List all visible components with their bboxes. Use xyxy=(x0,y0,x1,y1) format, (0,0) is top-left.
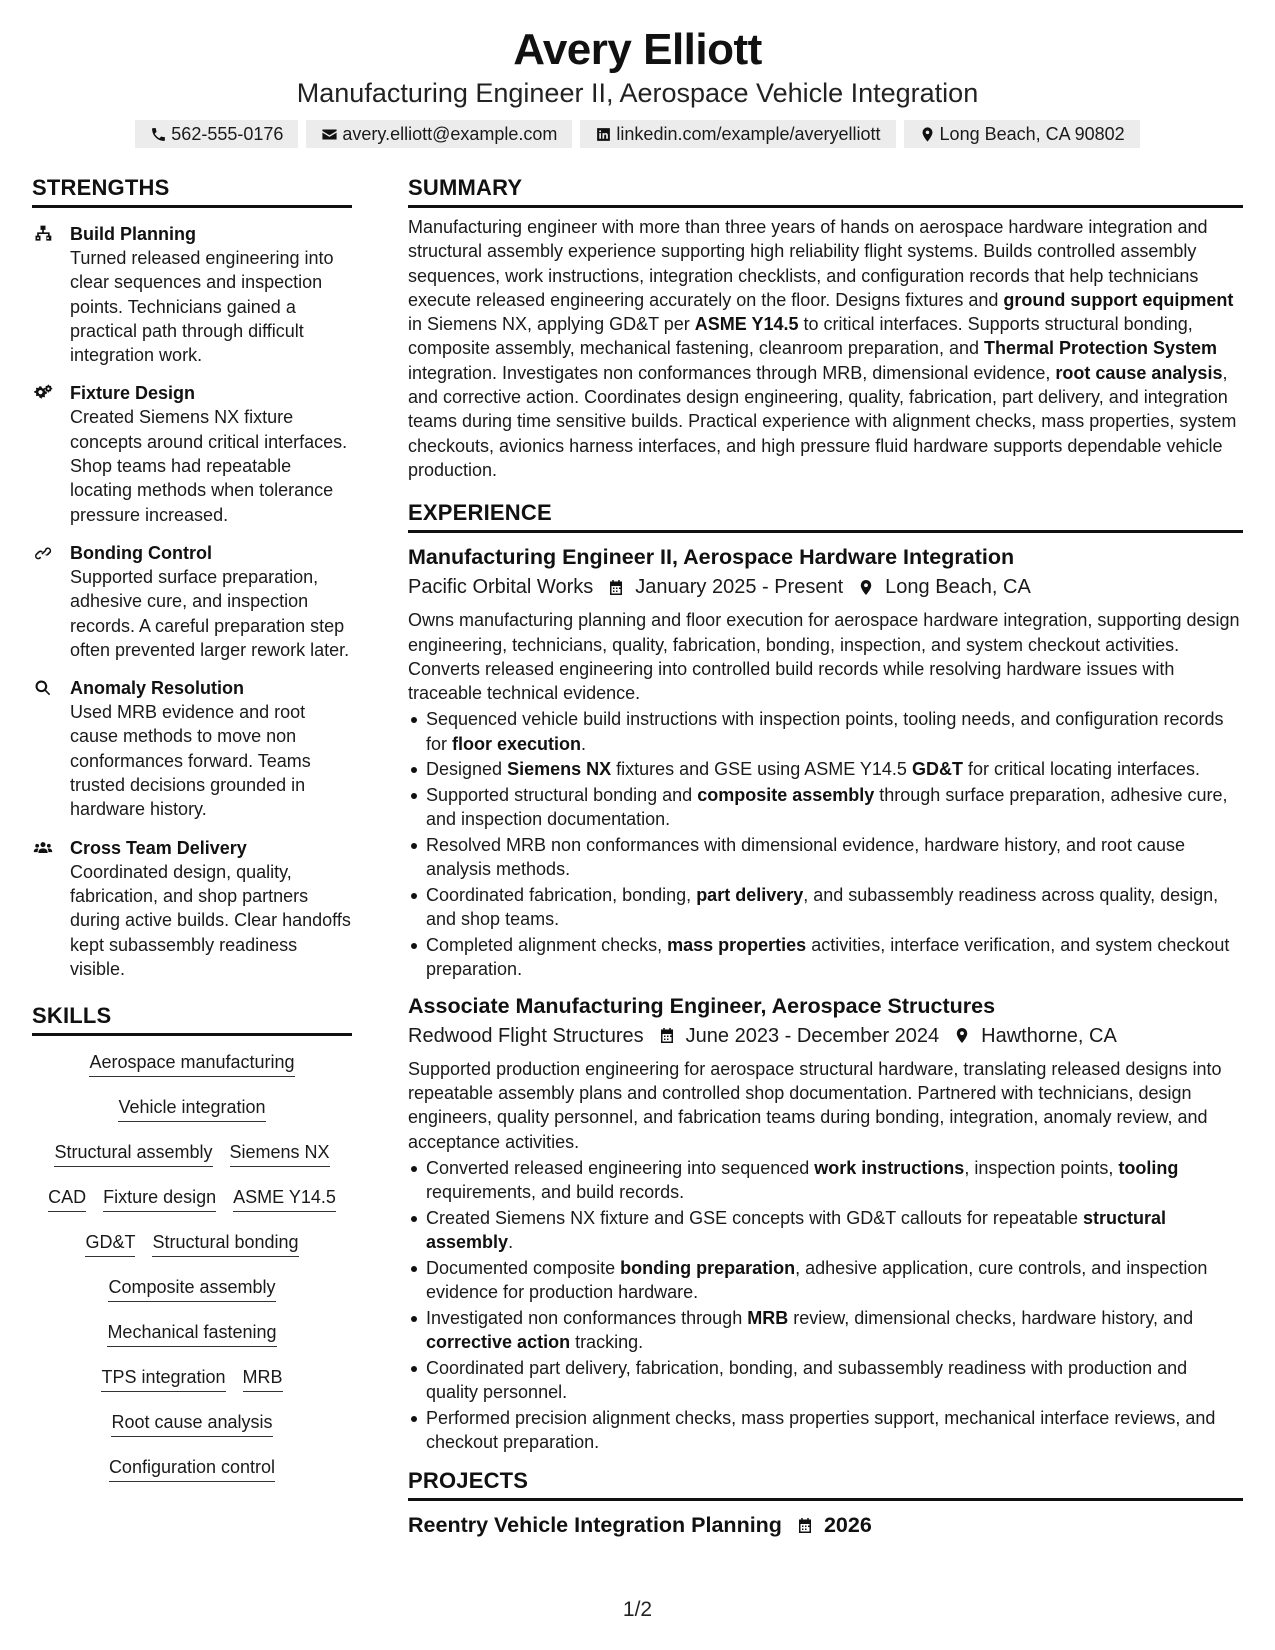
candidate-name: Avery Elliott xyxy=(513,25,762,74)
bullet-item xyxy=(408,883,1243,932)
bullet-item xyxy=(408,1206,1243,1255)
skill-row xyxy=(108,1275,275,1320)
link-icon xyxy=(32,543,54,563)
map-pin-icon xyxy=(857,578,875,597)
skill-tag: MRB xyxy=(243,1365,283,1392)
skill-tag: Structural assembly xyxy=(54,1140,212,1167)
body-text: to critical interfaces. Supports structural bonding, composite assembly, mechanical fastening, cleanroom preparation, and xyxy=(408,314,1193,359)
body-text: Manufacturing engineer with more than three years of hands on aerospace hardware integration and structural assembly experience supporting high reliability flight systems. Builds controlled assembly sequences, work instructions, integration checklists, and configuration records that help technicians execute released engineering accurately on the floor. Designs fixtures and xyxy=(408,217,1208,310)
skill-tag: ASME Y14.5 xyxy=(233,1185,336,1212)
strength-title: Bonding Control xyxy=(70,542,212,563)
emphasis-text: tooling xyxy=(1118,1157,1179,1178)
job-meta xyxy=(408,1022,1243,1050)
candidate-title: Manufacturing Engineer II, Aerospace Vehicle Integration xyxy=(296,78,979,108)
job-location: Hawthorne, CA xyxy=(981,1024,1117,1047)
skill-row xyxy=(109,1455,275,1500)
skill-row xyxy=(107,1320,276,1365)
gears-icon xyxy=(32,383,54,403)
body-text: , inspection points, xyxy=(964,1157,1119,1178)
body-text: Sequenced vehicle build instructions with inspection points, tooling needs, and configuration records for xyxy=(426,709,1224,754)
contact-phone[interactable] xyxy=(135,120,298,148)
emphasis-text: work instructions xyxy=(814,1157,965,1178)
skill-row xyxy=(48,1185,336,1230)
body-text: fixtures and GSE using ASME Y14.5 xyxy=(611,759,912,780)
bullet-item xyxy=(408,1156,1243,1205)
skill-row xyxy=(54,1140,329,1185)
body-text: activities, interface verification, and system checkout preparation. xyxy=(426,935,1230,980)
strength-desc: Used MRB evidence and root cause methods to move non conformances forward. Teams trusted decisions grounded in hardware history. xyxy=(70,702,311,820)
experience-heading: EXPERIENCE xyxy=(408,500,1243,533)
calendar-icon xyxy=(607,578,625,597)
strength-title: Cross Team Delivery xyxy=(70,837,247,858)
strength-title: Build Planning xyxy=(70,224,196,244)
body-text: Completed alignment checks, xyxy=(426,935,668,956)
body-text: requirements, and build records. xyxy=(426,1182,685,1203)
emphasis-text: corrective action xyxy=(426,1332,571,1353)
project-title: Reentry Vehicle Integration Planning xyxy=(408,1513,782,1538)
skill-tag: Vehicle integration xyxy=(118,1095,265,1122)
body-text: Resolved MRB non conformances with dimensional evidence, hardware history, and root cause analysis methods. xyxy=(426,835,1186,880)
bullet-item xyxy=(408,707,1243,756)
summary-text xyxy=(408,215,1243,482)
body-text: tracking. xyxy=(570,1332,644,1353)
contact-location-text: Long Beach, CA 90802 xyxy=(939,123,1125,144)
sitemap-icon xyxy=(32,224,54,244)
bullet-item xyxy=(408,1256,1243,1305)
skill-row xyxy=(118,1095,265,1140)
job-bullets xyxy=(408,1156,1243,1455)
job-company: Redwood Flight Structures xyxy=(408,1024,644,1047)
emphasis-text: root cause analysis xyxy=(1055,362,1223,383)
body-text: . xyxy=(581,733,587,754)
strength-item xyxy=(32,676,352,821)
contact-linkedin[interactable] xyxy=(580,120,895,148)
body-text: in Siemens NX, applying GD&T per xyxy=(408,314,695,335)
bullet-item xyxy=(408,1306,1243,1355)
strength-title: Fixture Design xyxy=(70,383,196,404)
skills-list xyxy=(32,1050,352,1500)
emphasis-text: bonding preparation xyxy=(620,1257,796,1278)
body-text: . xyxy=(508,1232,514,1253)
contact-phone-text: 562-555-0176 xyxy=(171,123,284,144)
strength-desc: Supported surface preparation, adhesive cure, and inspection records. A careful preparation step often prevented larger rework later. xyxy=(70,566,350,660)
calendar-icon xyxy=(658,1026,676,1045)
bullet-item xyxy=(408,833,1243,882)
emphasis-text: floor execution xyxy=(452,733,582,754)
body-text: Created Siemens NX fixture and GSE concepts with GD&T callouts for repeatable xyxy=(426,1207,1083,1228)
strength-item xyxy=(32,222,352,367)
skills-heading: SKILLS xyxy=(32,1003,352,1036)
job-description: Supported production engineering for aerospace structural hardware, translating released designs into repeatable assembly plans and controlled shop documentation. Partnered with technicians, design engineers, quality personnel, and fabrication teams during bonding, integration, anomaly review, and acceptance activities. xyxy=(408,1058,1222,1152)
body-text: Performed precision alignment checks, mass properties support, mechanical interface reviews, and checkout preparation. xyxy=(426,1407,1216,1453)
skill-tag: GD&T xyxy=(85,1230,135,1257)
strength-title: Anomaly Resolution xyxy=(70,678,245,699)
experience-list xyxy=(408,543,1243,1454)
job-dates: June 2023 - December 2024 xyxy=(685,1024,940,1047)
skill-row xyxy=(111,1410,272,1455)
bullet-item xyxy=(408,757,1243,781)
job-location: Long Beach, CA xyxy=(885,576,1031,599)
emphasis-text: structural assembly xyxy=(426,1207,1167,1253)
body-text: review, dimensional checks, hardware history, and xyxy=(788,1307,1194,1328)
resume-header xyxy=(0,0,1275,148)
body-text: for critical locating interfaces. xyxy=(962,759,1201,780)
body-text: , and corrective action. Coordinates design engineering, quality, fabrication, part delivery, and integration teams during time sensitive builds. Practical experience with alignment checks, mass properties, system checkouts, avionics harness interfaces, and high pressure fluid hardware supports dependable vehicle production. xyxy=(408,362,1237,480)
emphasis-text: MRB xyxy=(747,1307,789,1328)
skill-tag: Siemens NX xyxy=(230,1140,330,1167)
strength-item xyxy=(32,381,352,526)
emphasis-text: ground support equipment xyxy=(1003,289,1234,310)
emphasis-text: part delivery xyxy=(696,885,804,906)
skill-tag: Structural bonding xyxy=(152,1230,298,1257)
linkedin-icon xyxy=(595,126,612,143)
body-text: Coordinated fabrication, bonding, xyxy=(426,885,697,906)
bullet-item xyxy=(408,1406,1243,1455)
job-entry xyxy=(408,543,1243,981)
phone-icon xyxy=(150,126,167,143)
bullet-item xyxy=(408,1356,1243,1405)
job-title: Associate Manufacturing Engineer, Aerospace Structures xyxy=(408,993,996,1018)
body-text: Converted released engineering into sequenced xyxy=(426,1157,815,1178)
magnifier-icon xyxy=(32,678,54,698)
skill-tag: TPS integration xyxy=(101,1365,225,1392)
emphasis-text: Thermal Protection System xyxy=(983,338,1218,359)
strengths-heading: STRENGTHS xyxy=(32,175,352,208)
skill-tag: Fixture design xyxy=(103,1185,216,1212)
project-item xyxy=(408,1511,1243,1539)
emphasis-text: ASME Y14.5 xyxy=(694,314,799,335)
body-text: Supported structural bonding and xyxy=(426,785,698,806)
skill-row xyxy=(85,1230,298,1275)
job-dates: January 2025 - Present xyxy=(635,576,844,599)
job-entry xyxy=(408,992,1243,1455)
body-text: Documented composite xyxy=(426,1257,621,1278)
map-pin-icon xyxy=(953,1026,971,1045)
body-text: , adhesive application, cure controls, and inspection evidence for production hardware. xyxy=(426,1257,1208,1303)
skill-tag: Configuration control xyxy=(109,1455,275,1482)
map-pin-icon xyxy=(919,126,936,143)
contact-location xyxy=(904,120,1140,148)
contact-bar xyxy=(0,120,1275,148)
body-text: Designed xyxy=(426,759,508,780)
skill-tag: Aerospace manufacturing xyxy=(89,1050,294,1077)
body-text: through surface preparation, adhesive cure, and inspection documentation. xyxy=(426,785,1228,830)
body-text: Coordinated part delivery, fabrication, bonding, and subassembly readiness with production and quality personnel. xyxy=(426,1357,1188,1403)
project-year: 2026 xyxy=(823,1513,872,1538)
strength-desc: Turned released engineering into clear sequences and inspection points. Technicians gained a practical path through difficult integration work. xyxy=(70,248,334,366)
job-title: Manufacturing Engineer II, Aerospace Hardware Integration xyxy=(408,545,1015,570)
skill-tag: Root cause analysis xyxy=(111,1410,272,1437)
body-text: Investigated non conformances through xyxy=(426,1307,748,1328)
bullet-item xyxy=(408,783,1243,832)
skill-row xyxy=(89,1050,294,1095)
page-number: 1/2 xyxy=(622,1598,653,1621)
calendar-icon xyxy=(796,1516,814,1535)
right-column xyxy=(408,175,1243,1539)
emphasis-text: Siemens NX xyxy=(507,759,612,780)
job-description: Owns manufacturing planning and floor execution for aerospace hardware integration, supporting design engineering, technicians, quality, fabrication, bonding, inspection, and system checkout activities. Converts released engineering into controlled build records while resolving hardware issues with traceable technical evidence. xyxy=(408,610,1240,704)
job-bullets xyxy=(408,707,1243,981)
body-text: integration. Investigates non conformances through MRB, dimensional evidence, xyxy=(408,362,1056,383)
body-text: , and subassembly readiness across quality, design, and shop teams. xyxy=(426,885,1219,930)
skill-tag: Mechanical fastening xyxy=(107,1320,276,1347)
strength-desc: Created Siemens NX fixture concepts around critical interfaces. Shop teams had repeatable locating methods when tolerance pressure increased. xyxy=(70,407,348,525)
job-meta xyxy=(408,573,1243,601)
skill-tag: CAD xyxy=(48,1185,86,1212)
contact-email-text: avery.elliott@example.com xyxy=(342,123,558,144)
envelope-icon xyxy=(321,126,338,143)
contact-linkedin-text: linkedin.com/example/averyelliott xyxy=(616,123,881,144)
strength-item xyxy=(32,541,352,662)
users-icon xyxy=(32,838,54,858)
contact-email[interactable] xyxy=(306,120,572,148)
bullet-item xyxy=(408,933,1243,982)
left-column xyxy=(32,175,352,1539)
strength-desc: Coordinated design, quality, fabrication, and shop partners during active builds. Clear handoffs kept subassembly readiness visible. xyxy=(70,861,351,979)
projects-heading: PROJECTS xyxy=(408,1468,1243,1501)
emphasis-text: GD&T xyxy=(911,759,963,780)
summary-heading: SUMMARY xyxy=(408,175,1243,208)
emphasis-text: mass properties xyxy=(667,935,807,956)
skill-tag: Composite assembly xyxy=(108,1275,275,1302)
strength-item xyxy=(32,836,352,981)
skill-row xyxy=(101,1365,282,1410)
emphasis-text: composite assembly xyxy=(697,785,875,806)
job-company: Pacific Orbital Works xyxy=(408,576,594,599)
